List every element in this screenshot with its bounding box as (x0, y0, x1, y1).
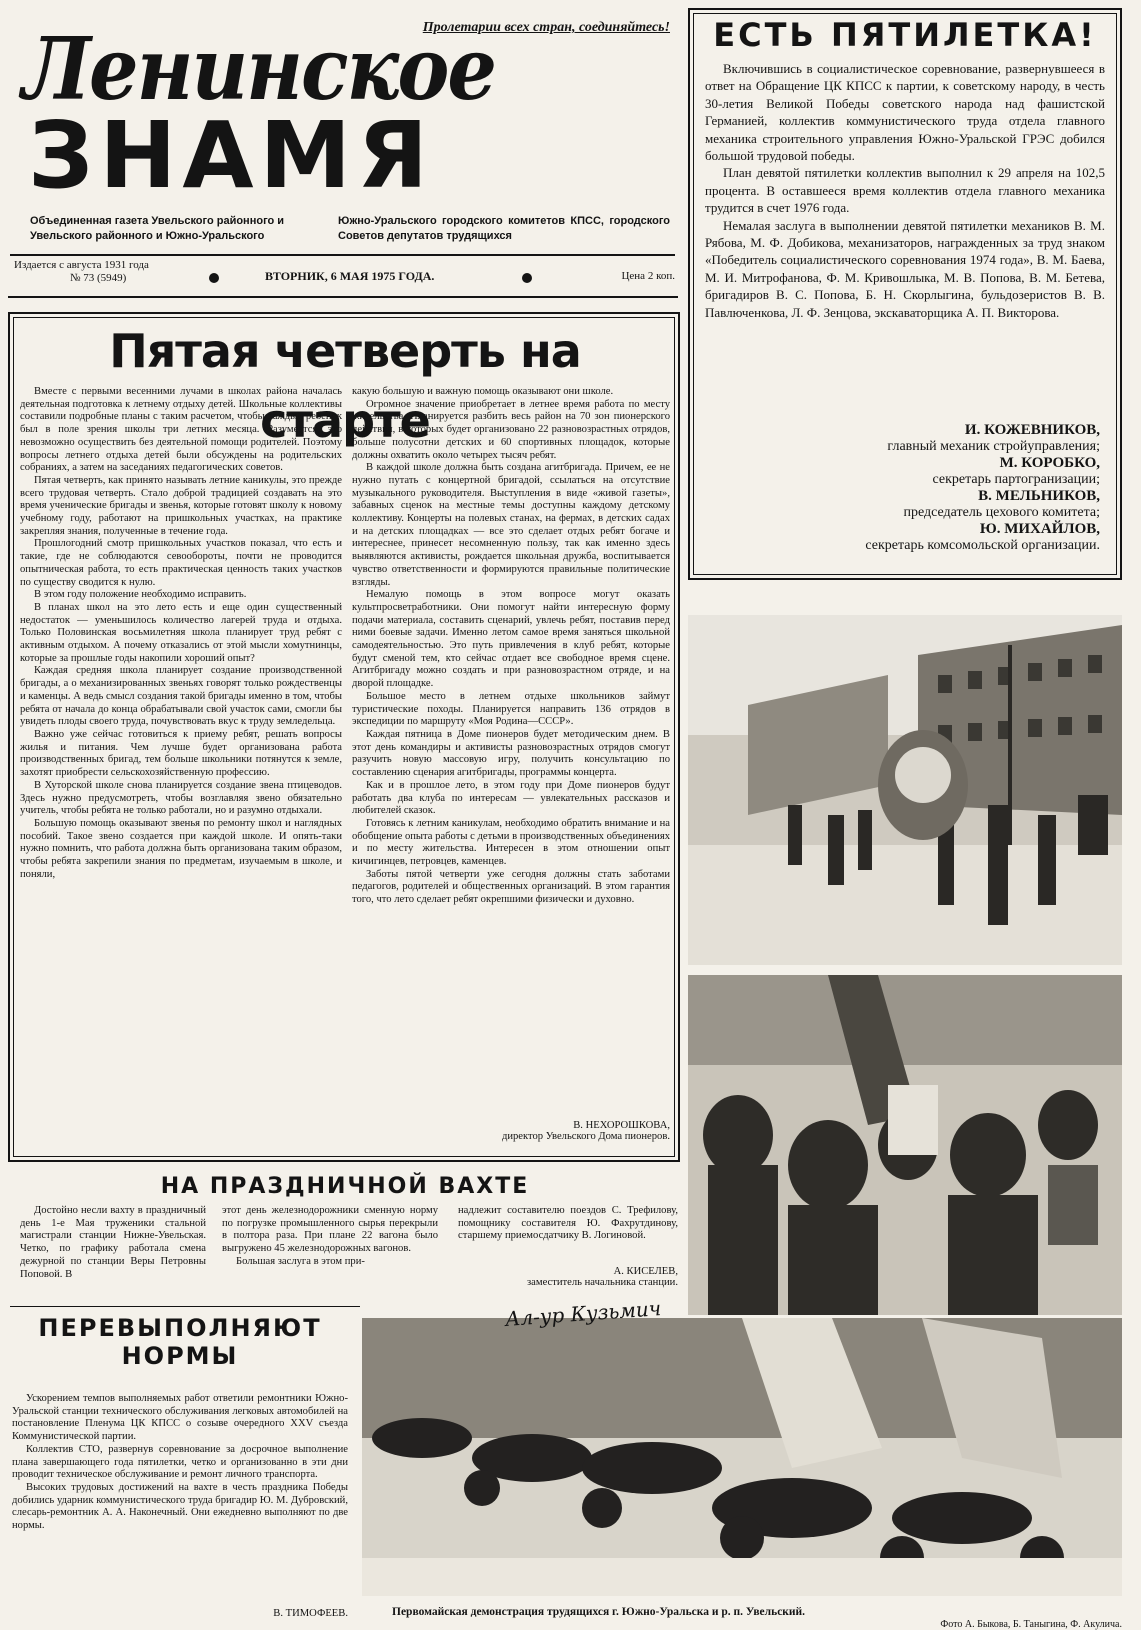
handwritten-signature: Ал-ур Кузьмич (504, 1296, 662, 1331)
paragraph: Как и в прошлое лето, в этом году при Доме пионеров будут работать два клуба по интересам — увлекательных рассказов и любителей сказок. (352, 779, 670, 817)
paragraph: надлежит составителю поездов С. Трефилову, помощнику составителя Ю. Фахрутдинову, старшему приемосдатчику В. Логиновой. (458, 1205, 678, 1242)
paragraph: План девятой пятилетки коллектив выполнил к 29 апреля на 102,5 процента. В оставшееся время коллектив отдела главного механика трудится в счет 1976 года. (705, 165, 1105, 216)
paragraph: Большая заслуга в этом при- (236, 1255, 365, 1267)
paragraph: Пятая четверть, как принято называть летние каникулы, это прежде всего трудовая четверть. Стало доброй традицией создавать на это время ученические бригады и звенья, которые готовят школу к новому учебному году, работают на пришкольных участках, на практике закрепляя знания, полученные в течение года. (20, 474, 342, 537)
main-article-headline: Пятая четверть на старте (109, 324, 581, 448)
author-role: директор Увельского Дома пионеров. (501, 1131, 670, 1142)
signatory-name: И. КОЖЕВНИКОВ, (964, 422, 1100, 438)
issue-price: Цена 2 коп. (621, 270, 675, 282)
signatory-role: главный механик стройуправления; (887, 438, 1100, 454)
signatory-name: Ю. МИХАЙЛОВ, (979, 521, 1100, 537)
issue-number: № 73 (5949) (70, 272, 127, 284)
paragraph: Вместе с первыми весенними лучами в школах района началась деятельная подготовка к летнему отдыху детей. Школьные коллективы составили подробные планы с таким расчетом, чтобы каждый ребенок был в поле зрения школы три летних месяца. Разумеется, это невозможно осуществить без деятельной помощи родителей. Поэтому вопросы летнего отдыха детей были обсуждены на родительских собраниях, а затем на заседаниях педагогических советов. (20, 386, 342, 474)
five-year-body (705, 60, 1105, 321)
issue-info (14, 259, 214, 285)
paragraph: Каждая пятница в Доме пионеров будет методическим днем. В этот день командиры и активисты разновозрастных отрядов смогут разучить новую массовую игру, получить консультацию по составлению сценария агитбригады, программы концерта. (352, 728, 670, 779)
masthead-subtitle-right: Южно-Уральского городского комитетов КПСС, городского Советов депутатов трудящихся (338, 215, 670, 242)
paragraph: Ускорением темпов выполняемых работ ответили ремонтники Южно-Уральской станции технического обслуживания легковых автомобилей на постановление Пленума ЦК КПСС о созыве очередного XXV съезда Коммунистической партии. (12, 1393, 348, 1443)
paragraph: Коллектив СТО, развернув соревнование за досрочное выполнение плана завершающего года пятилетки, четко и организованно в эти дни проводит техническое обслуживание и ремонт личного транспорта. (12, 1443, 348, 1481)
paragraph: Прошлогодний смотр пришкольных участков показал, что есть и такие, где не соблюдаются севообороты, почти не проводится опытническая работа, то есть практическая ценность таких участков по существу сводится к нулю. (20, 538, 342, 588)
paragraph: Немалую помощь в этом вопросе могут оказать культпросветработники. Они помогут найти интересную форму подачи материала, составить сценарий, увлечь ребят, поставив перед ними боевые задачи. Именно летом самое время заняться школьной самодеятельностью. Это путь привлечения в клуб ребят, которые будут сменой тем, кто сейчас отдает все свободное время сцене. Агитбригаду можно создать и при разновозрастном отряде, и на дворой площадке. (352, 589, 670, 690)
masthead-rule (10, 254, 675, 256)
paragraph: какую большую и важную помощь оказывают они школе. (352, 386, 614, 397)
headline-line: ПЕРЕВЫПОЛНЯЮТ (38, 1314, 322, 1342)
section-rule (10, 1306, 360, 1307)
photo-demonstration-crowd (688, 975, 1122, 1315)
paragraph: Включившись в социалистическое соревнование, развернувшееся в ответ на Обращение ЦК КПСС к партии, к советскому народу, в честь 30-летия Великой Победы советского народа над фашистской Германией, коллектив коммунистического труда отдела главного механика строительного управления Южно-Уральской ГРЭС добился большой трудовой победы. (705, 61, 1105, 164)
newspaper-title-line1: Ленинское (22, 20, 495, 121)
main-article-column-2 (352, 386, 670, 907)
paragraph: Достойно несли вахту в праздничный день 1-е Мая труженики стальной магистрали станции Нижне-Увельская. Четко, по графику работала смена дежурной по станции Веры Петровны Поповой. В (20, 1205, 206, 1280)
paragraph: Большую помощь оказывают звенья по ремонту школ и наглядных пособий. Такое звено создается при каждой школе. И опять-таки нужно помнить, что работа должна быть организована таким образом, чтобы ребята закрепили знания по предметам, изучаемым в школе, и поняли, (20, 817, 342, 880)
photo-image (688, 975, 1122, 1315)
main-article-column-1 (20, 386, 342, 881)
photo-caption: Первомайская демонстрация трудящихся г. Южно-Уральска и р. п. Увельский. (392, 1606, 806, 1618)
paragraph: В планах школ на это лето есть и еще один существенный недостаток — уменьшилось количество лагерей труда и отдыха. Только Половинская восьмилетняя школа планирует труд ребят с активным отдыхом. А почему отказались от этой мысли хомутнинцы, которые за прошлые годы накопили хороший опыт? (20, 601, 342, 664)
newspaper-title-line2: ЗНАМЯ (28, 102, 434, 209)
paragraph: Немалая заслуга в выполнении девятой пятилетки механиков В. М. Рябова, М. Ф. Добикова, механизаторов, награжденных за труд знаком «Победитель социалистического соревнования 1974 года», В. М. Баева, М. И. Митрофанова, Ф. М. Кривошлыка, М. В. Попова, В. М. Бетева, бригадиров В. С. Попова, Б. Н. Скорлыгина, бульдозеристов В. В. Павлюченкова, Л. Ф. Зенцова, экскаваторщика А. П. Викторова. (705, 217, 1105, 320)
paragraph: Заботы пятой четверти уже сегодня должны стать заботами педагогов, родителей и общественных организаций. В этом гарантия того, что лето сделает ребят окрепшими физически и духовно. (352, 868, 670, 906)
paragraph: В каждой школе должна быть создана агитбригада. Причем, ее не нужно путать с концертной бригадой, ссылаться на отсутствие музыкального руководителя. Выступления в виде «живой газеты», забавных сценок на местные темы доступны каждому детскому коллективу. Концерты на полевых станах, на фермах, в детских садах и на детских площадках — все это сделает отдых ребят богаче и интереснее, принесет несомненную пользу, так как именно здесь выявляются активисты, рождается школьная дружба, воспитывается чувство ответственности и формируются правильные политические взгляды. (352, 462, 670, 588)
signatory-role: секретарь партогранизации; (932, 471, 1100, 487)
masthead-subtitle-left: Объединенная газета Увельского районного и Увельского районного и Южно-Уральского (30, 215, 285, 242)
author-name: В. НЕХОРОШКОВА, (573, 1120, 670, 1131)
paragraph: Важно уже сейчас готовиться к приему ребят, решать вопросы жилья и питания. Чем лучше будет организована работа производственных бригад, тем больше школьники потянутся к земле, захотят приобрести сельскохозяйственную профессию. (20, 728, 342, 779)
holiday-watch-byline (458, 1266, 678, 1288)
overfulfil-byline: В. ТИМОФЕЕВ. (273, 1608, 348, 1619)
photo-motorcycle-parade (362, 1318, 1122, 1596)
paragraph: Готовясь к летним каникулам, необходимо обратить внимание и на обобщение опыта работы с детьми в производственных объединениях и по месту жительства. Интересен в этом отношении опыт кичигинцев, петровцев, каменцев. (352, 817, 670, 868)
signatory-name: В. МЕЛЬНИКОВ, (978, 488, 1100, 504)
photo-image (362, 1318, 1122, 1596)
author-name: А. КИСЕЛЕВ, (613, 1266, 678, 1277)
paragraph: Каждая средняя школа планирует создание производственной бригады, а о механизированных звеньях говорят только рождественцы и каменцы. А ведь смысл создания такой бригады именно в том, чтобы ребята от начала до конца обрабатывали свой участок сами, смогли бы увидеть плоды своего труда, почувствовать вкус к труду земледельца. (20, 665, 342, 728)
five-year-headline: ЕСТЬ ПЯТИЛЕТКА! (713, 16, 1097, 54)
masthead-slogan: Пролетарии всех стран, соединяйтесь! (422, 20, 670, 35)
bullet-dot (209, 273, 219, 283)
photo-credit: Фото А. Быкова, Б. Таныгина, Ф. Акулича. (940, 1619, 1122, 1630)
overfulfil-body (12, 1393, 348, 1533)
holiday-watch-column-3 (458, 1205, 678, 1243)
paragraph: В Хуторской школе снова планируется создание звена птицеводов. Здесь нужно предусмотреть, чтобы возглавляя звено обязательно учитель, чтобы ребята не только работали, но и разумно отдыхали. (20, 779, 342, 817)
bullet-dot (522, 273, 532, 283)
issue-date: ВТОРНИК, 6 МАЯ 1975 ГОДА. (265, 269, 435, 283)
paragraph: Большое место в летнем отдыхе школьников займут туристические походы. Планируется направить 136 отрядов в экспедиции по маршруту «Моя Родина—СССР». (352, 690, 670, 728)
holiday-watch-column-2 (222, 1205, 438, 1269)
paragraph: Огромное значение приобретает в летнее время работа по месту жительства. Планируется разбить весь район на 70 зон пионерского действия, в которых будет организовано 22 разновозрастных отрядов, больше полусотни детских и 60 спортивных площадок, которые должны охватить около четырех тысяч ребят. (352, 398, 670, 461)
signatory-role: председатель цехового комитета; (903, 504, 1100, 520)
photo-demonstration-lenin-portrait (688, 615, 1122, 965)
main-article-byline (352, 1120, 670, 1142)
paragraph: Высоких трудовых достижений на вахте в честь праздника Победы добились ударник коммунистического труда бригадир Ю. М. Дубровский, слесарь-ремонтник А. А. Наконечный. Они ежедневно выполняют по две нормы. (12, 1481, 348, 1532)
overfulfil-headline (10, 1314, 350, 1370)
signatory-role: секретарь комсомольской организации. (865, 537, 1100, 553)
headline-line: НОРМЫ (121, 1342, 239, 1370)
paragraph: этот день железнодорожники сменную норму по погрузке промышленного сырья перекрыли в полтора раза. При плане 22 вагона было выгружено 45 железнодорожных вагонов. (222, 1205, 438, 1255)
author-role: заместитель начальника станции. (526, 1277, 678, 1288)
paragraph: В этом году положение необходимо исправить. (34, 589, 247, 601)
photo-image (688, 615, 1122, 965)
five-year-signatures (705, 422, 1100, 554)
signatory-name: М. КОРОБКО, (999, 455, 1100, 471)
holiday-watch-headline: НА ПРАЗДНИЧНОЙ ВАХТЕ (160, 1174, 530, 1199)
holiday-watch-column-1 (20, 1205, 206, 1281)
founded-text: Издается с августа 1931 года (14, 259, 149, 271)
